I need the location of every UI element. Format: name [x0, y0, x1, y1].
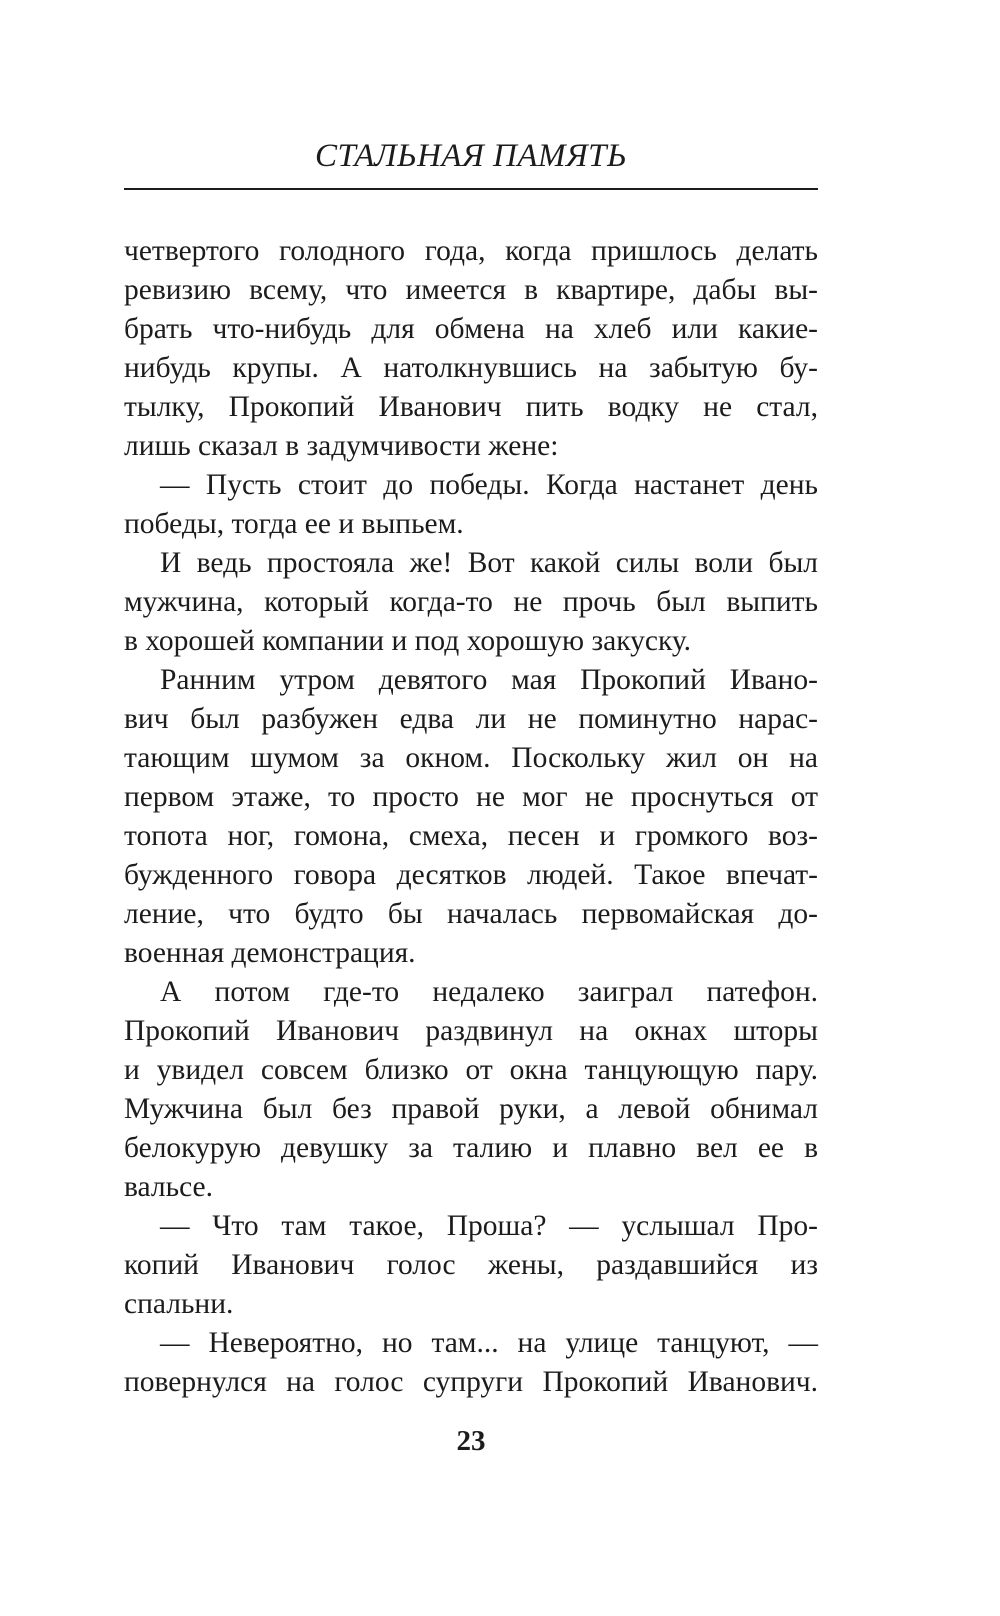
text-line: — Что там такое, Проша? — услышал Про-: [160, 1210, 818, 1242]
text-line: четвертого голодного года, когда пришлось делать: [124, 235, 818, 267]
text-line: мужчина, который когда-то не прочь был выпить: [124, 586, 818, 618]
text-line: повернулся на голос супруги Прокопий Иванович.: [124, 1366, 818, 1398]
text-line: военная демонстрация.: [124, 937, 416, 969]
text-line: — Невероятно, но там... на улице танцуют, —: [160, 1327, 818, 1359]
body-text: [124, 232, 818, 1402]
text-line: победы, тогда ее и выпьем.: [124, 508, 464, 540]
text-line: и увидел совсем близко от окна танцующую пару.: [124, 1054, 818, 1086]
text-line: Прокопий Иванович раздвинул на окнах шторы: [124, 1015, 818, 1047]
text-line: топота ног, гомона, смеха, песен и громкого воз-: [124, 820, 818, 852]
running-head: СТАЛЬНАЯ ПАМЯТЬ: [314, 138, 627, 174]
text-line: белокурую девушку за талию и плавно вел ее в: [124, 1132, 818, 1164]
text-line: ление, что будто бы началась первомайская до-: [124, 898, 818, 930]
text-line: И ведь простояла же! Вот какой силы воли был: [160, 547, 818, 579]
text-line: вальсе.: [124, 1171, 213, 1203]
page-number: 23: [456, 1425, 486, 1457]
header-rule: [124, 188, 818, 190]
text-line: спальни.: [124, 1288, 234, 1320]
text-line: нибудь крупы. А натолкнувшись на забытую бу-: [124, 352, 818, 384]
text-line: Ранним утром девятого мая Прокопий Ивано-: [160, 664, 818, 696]
text-line: лишь сказал в задумчивости жене:: [124, 430, 559, 462]
text-line: вич был разбужен едва ли не поминутно нарас-: [124, 703, 818, 735]
text-line: в хорошей компании и под хорошую закуску.: [124, 625, 692, 657]
text-line: А потом где-то недалеко заиграл патефон.: [160, 976, 818, 1008]
text-line: копий Иванович голос жены, раздавшийся из: [124, 1249, 818, 1281]
text-line: тающим шумом за окном. Поскольку жил он на: [124, 742, 818, 774]
text-line: бужденного говора десятков людей. Такое впечат-: [124, 859, 818, 891]
text-line: брать что-нибудь для обмена на хлеб или какие-: [124, 313, 818, 345]
text-line: ревизию всему, что имеется в квартире, дабы вы-: [124, 274, 818, 306]
text-line: — Пусть стоит до победы. Когда настанет день: [160, 469, 818, 501]
text-line: Мужчина был без правой руки, а левой обнимал: [124, 1093, 818, 1125]
text-line: первом этаже, то просто не мог не проснуться от: [124, 781, 818, 813]
text-line: тылку, Прокопий Иванович пить водку не стал,: [124, 391, 818, 423]
